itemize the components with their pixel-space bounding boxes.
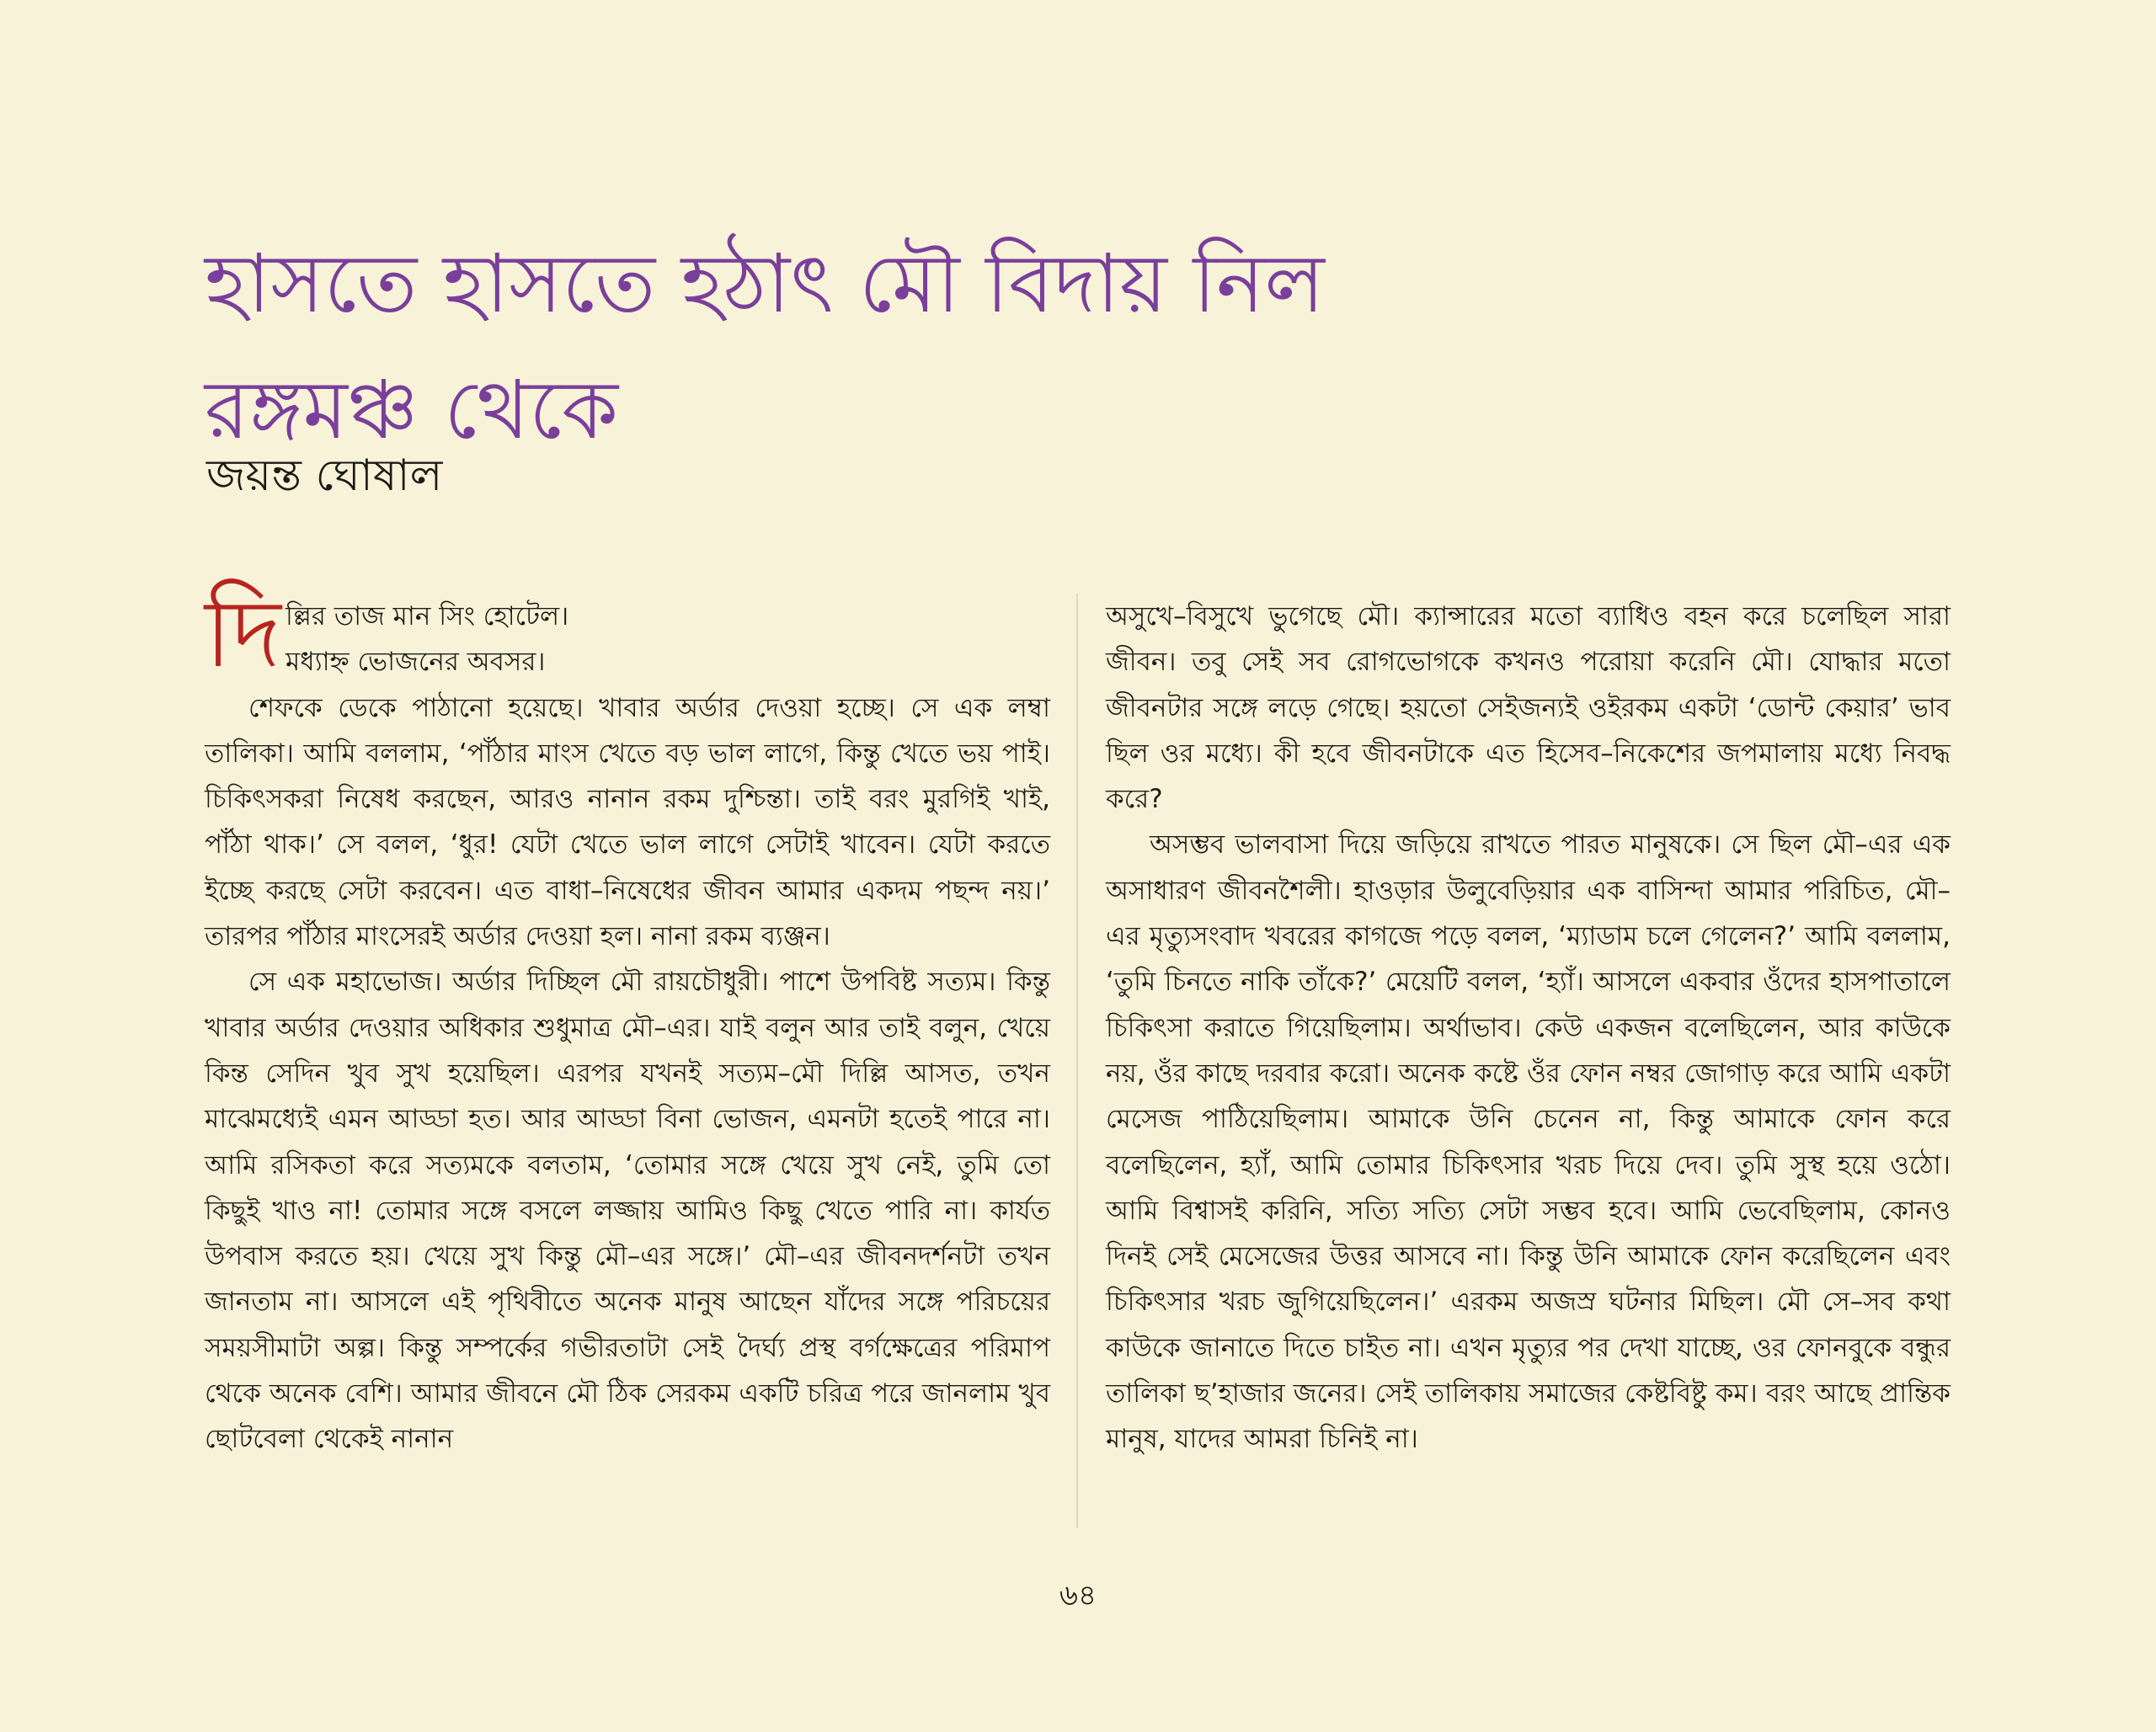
left-column — [205, 579, 1050, 1463]
body-paragraph: সে এক মহাভোজ। অর্ডার দিচ্ছিল মৌ রায়চৌধুরী। পাশে উপবিষ্ট সত্যম। কিন্তু খাবার অর্ডার দেওয়ার অধিকার শুধুমাত্র মৌ–এর। যাই বলুন আর তাই বলুন, খেয়ে কিন্ত সেদিন খুব সুখ হয়েছিল। এরপর যখনই সত্যম–মৌ দিল্লি আসত, তখন মাঝেমধ্যেই এমন আড্ডা হত। আর আড্ডা বিনা ভোজন, এমনটা হতেই পারে না। আমি রসিকতা করে সত্যমকে বলতাম, ‘তোমার সঙ্গে খেয়ে সুখ নেই, তুমি তো কিছুই খাও না! তোমার সঙ্গে বসলে লজ্জায় আমিও কিছু খেতে পারি না। কার্যত উপবাস করতে হয়। খেয়ে সুখ কিন্তু মৌ–এর সঙ্গে।’ মৌ–এর জীবনদর্শনটা তখন জানতাম না। আসলে এই পৃথিবীতে অনেক মানুষ আছেন যাঁদের সঙ্গে পরিচয়ের সময়সীমাটা অল্প। কিন্তু সম্পর্কের গভীরতাটা সেই দৈর্ঘ্য প্রস্থ বর্গক্ষেত্রের পরিমাপ থেকে অনেক বেশি। আমার জীবনে মৌ ঠিক সেরকম একটি চরিত্র পরে জানলাম খুব ছোটবেলা থেকেই নানান — [205, 967, 1050, 1455]
article-title-line-2: রঙ্গমঞ্চ থেকে — [205, 363, 619, 457]
opening-line-2: মধ্যাহ্ন ভোজনের অবসর। — [286, 647, 546, 678]
opening-block — [205, 579, 1050, 689]
body-paragraph: অসুখে–বিসুখে ভুগেছে মৌ। ক্যান্সারের মতো ব্যাধিও বহন করে চলেছিল সারা জীবন। তবু সেই সব রোগভোগকে কখনও পরোয়া করেনি মৌ। যোদ্ধার মতো জীবনটার সঙ্গে লড়ে গেছে। হয়তো সেইজন্যই ওইরকম একটা ‘ডোন্ট কেয়ার’ ভাব ছিল ওর মধ্যে। কী হবে জীবনটাকে এত হিসেব–নিকেশের জপমালায় মধ্যে নিবদ্ধ করে? — [1106, 601, 1951, 815]
drop-cap: দি — [205, 579, 281, 689]
body-paragraph: অসম্ভব ভালবাসা দিয়ে জড়িয়ে রাখতে পারত মানুষকে। সে ছিল মৌ–এর এক অসাধারণ জীবনশৈলী। হাওড়ার উলুবেড়িয়ার এক বাসিন্দা আমার পরিচিত, মৌ–এর মৃত্যুসংবাদ খবরের কাগজে পড়ে বলল, ‘ম্যাডাম চলে গেলেন?’ আমি বললাম, ‘তুমি চিনতে নাকি তাঁকে?’ মেয়েটি বলল, ‘হ্যাঁ। আসলে একবার ওঁদের হাসপাতালে চিকিৎসা করাতে গিয়েছিলাম। অর্থাভাব। কেউ একজন বলেছিলেন, আর কাউকে নয়, ওঁর কাছে দরবার করো। অনেক কষ্টে ওঁর ফোন নম্বর জোগাড় করে আমি একটা মেসেজ পাঠিয়েছিলাম। আমাকে উনি চেনেন না, কিন্তু আমাকে ফোন করে বলেছিলেন, হ্যাঁ, আমি তোমার চিকিৎসার খরচ দিয়ে দেব। তুমি সুস্থ হয়ে ওঠো। আমি বিশ্বাসই করিনি, সত্যি সত্যি সেটা সম্ভব হবে। আমি ভেবেছিলাম, কোনও দিনই সেই মেসেজের উত্তর আসবে না। কিন্তু উনি আমাকে ফোন করেছিলেন এবং চিকিৎসার খরচ জুগিয়েছিলেন।’ এরকম অজস্র ঘটনার মিছিল। মৌ সে–সব কথা কাউকে জানাতে দিতে চাইত না। এখন মৃত্যুর পর দেখা যাচ্ছে, ওর ফোনবুকে বন্ধুর তালিকা ছ’হাজার জনের। সেই তালিকায় সমাজের কেষ্টবিষ্টু কম। বরং আছে প্রান্তিক মানুষ, যাদের আমরা চিনিই না। — [1106, 829, 1951, 1455]
column-divider — [1076, 594, 1078, 1528]
opening-line-1: ল্লির তাজ মান সিং হোটেল। — [286, 601, 569, 632]
page-number: ৬৪ — [1059, 1579, 1097, 1612]
body-paragraph: শেফকে ডেকে পাঠানো হয়েছে। খাবার অর্ডার দেওয়া হচ্ছে। সে এক লম্বা তালিকা। আমি বললাম, ‘পাঁঠার মাংস খেতে বড় ভাল লাগে, কিন্তু খেতে ভয় পাই। চিকিৎসকরা নিষেধ করছেন, আরও নানান রকম দুশ্চিন্তা। তাই বরং মুরগিই খাই, পাঁঠা থাক।’ সে বলল, ‘ধুর! যেটা খেতে ভাল লাগে সেটাই খাবেন। যেটা করতে ইচ্ছে করছে সেটা করবেন। এত বাধা–নিষেধের জীবন আমার একদম পছন্দ নয়।’ তারপর পাঁঠার মাংসেরই অর্ডার দেওয়া হল। নানা রকম ব্যঞ্জন। — [205, 692, 1050, 952]
article-title — [205, 221, 1468, 473]
right-column — [1106, 594, 1951, 1463]
author-name: জয়ন্ত ঘোষাল — [206, 450, 443, 501]
article-title-line-1: হাসতে হাসতে হঠাৎ মৌ বিদায় নিল — [205, 237, 1325, 331]
